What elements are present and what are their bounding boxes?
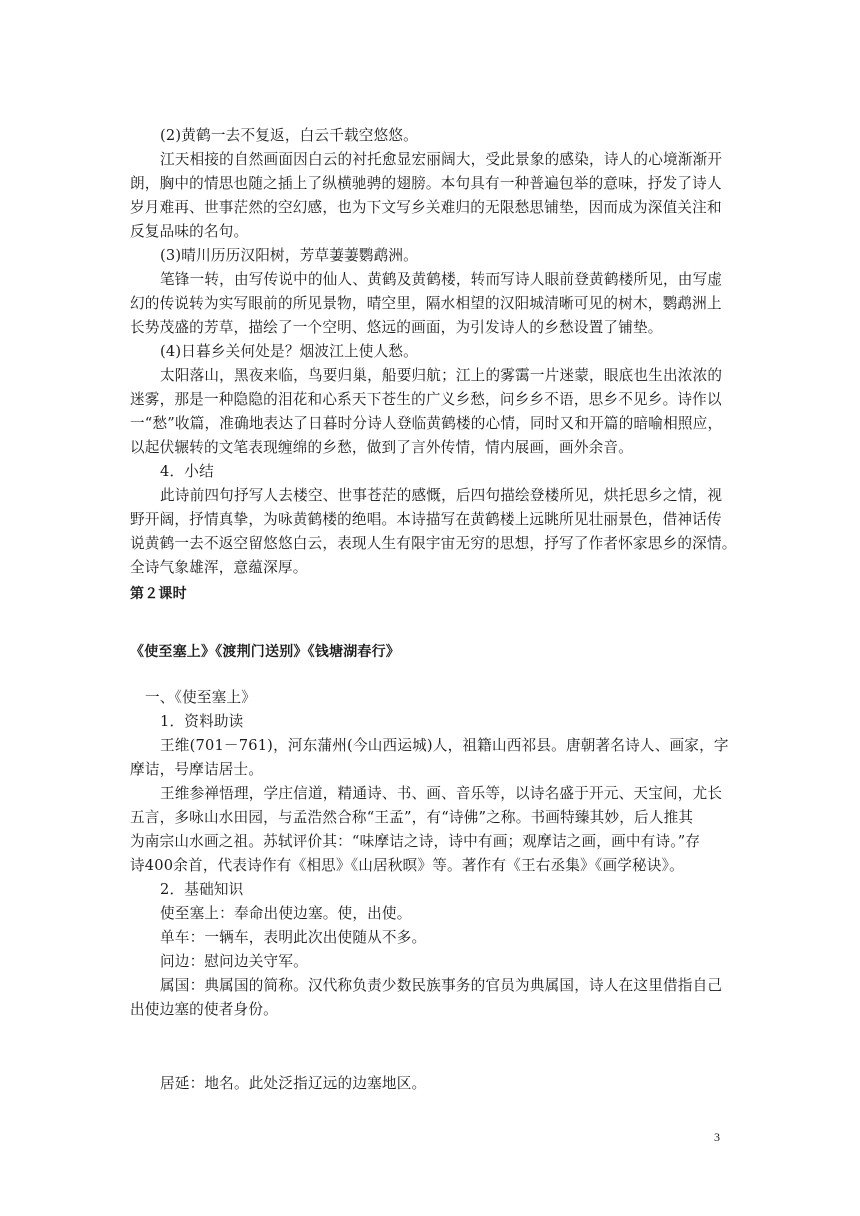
paragraph-line: 反复品味的名句。 bbox=[130, 223, 249, 240]
subsection-heading: 2．基础知识 bbox=[160, 881, 244, 898]
paragraph-line: 江天相接的自然画面因白云的衬托愈显宏丽阔大，受此景象的感染，诗人的心境渐渐开 bbox=[160, 151, 723, 168]
paragraph-line: 王维(701－761)，河东蒲州(今山西运城)人，祖籍山西祁县。唐朝著名诗人、画家，字 bbox=[160, 737, 729, 754]
paragraph-line: 朗，胸中的情思也随之插上了纵横驰骋的翅膀。本句具有一种普遍包举的意味，抒发了诗人 bbox=[130, 175, 722, 192]
paragraph-line: 迷雾，那是一种隐隐的泪花和心系天下苍生的广义乡愁，问乡乡不语，思乡不见乡。诗作以 bbox=[130, 391, 722, 408]
paragraph-line: 野开阔，抒情真挚，为咏黄鹤楼的绝唱。本诗描写在黄鹤楼上远眺所见壮丽景色，借神话传 bbox=[130, 511, 722, 528]
paragraph-line: 岁月难再、世事茫然的空幻感，也为下文写乡关难归的无限愁思铺垫，因而成为深值关注和 bbox=[130, 199, 722, 216]
paragraph-line: 一“愁”收篇，准确地表达了日暮时分诗人登临黄鹤楼的心情，同时又和开篇的暗喻相照应， bbox=[130, 415, 723, 432]
paragraph-line: 诗400余首，代表诗作有《相思》《山居秋暝》等。著作有《王右丞集》《画学秘诀》。 bbox=[130, 857, 684, 874]
poem-line-4: (4)日暮乡关何处是？烟波江上使人愁。 bbox=[160, 343, 418, 360]
poem-titles-heading: 《使至塞上》《渡荆门送别》《钱塘湖春行》 bbox=[130, 644, 400, 660]
section-heading: 4．小结 bbox=[160, 463, 214, 480]
poem-line-3: (3)晴川历历汉阳树，芳草萋萋鹦鹉洲。 bbox=[160, 247, 418, 264]
paragraph-line: 王维参禅悟理，学庄信道，精通诗、书、画、音乐等，以诗名盛于开元、天宝间，尤长 bbox=[160, 785, 723, 802]
paragraph-line: 以起伏辗转的文笔表现缠绵的乡愁，做到了言外传情，情内展画，画外余音。 bbox=[130, 439, 633, 456]
section-heading: 一、《使至塞上》 bbox=[145, 689, 257, 706]
glossary-entry: 单车：一辆车，表明此次出使随从不多。 bbox=[160, 929, 427, 946]
glossary-entry: 问边：慰问边关守军。 bbox=[160, 953, 308, 970]
page-number: 3 bbox=[714, 1130, 720, 1144]
paragraph-line: 摩诘，号摩诘居士。 bbox=[130, 761, 264, 778]
paragraph-line: 幻的传说转为实写眼前的所见景物，晴空里，隔水相望的汉阳城清晰可见的树木，鹦鹉洲上 bbox=[130, 295, 722, 312]
paragraph-line: 说黄鹤一去不返空留悠悠白云，表现人生有限宇宙无穷的思想，抒写了作者怀家思乡的深情。 bbox=[130, 535, 737, 552]
poem-line-2: (2)黄鹤一去不复返，白云千载空悠悠。 bbox=[160, 127, 418, 144]
paragraph-line: 全诗气象雄浑，意蕴深厚。 bbox=[130, 559, 308, 576]
paragraph-line: 此诗前四句抒写人去楼空、世事苍茫的感慨，后四句描绘登楼所见，烘托思乡之情，视 bbox=[160, 487, 723, 504]
paragraph-line: 出使边塞的使者身份。 bbox=[130, 1001, 278, 1018]
lesson-heading: 第２课时 bbox=[130, 586, 187, 602]
glossary-entry: 使至塞上：奉命出使边塞。使，出使。 bbox=[160, 905, 412, 922]
paragraph-line: 笔锋一转，由写传说中的仙人、黄鹤及黄鹤楼，转而写诗人眼前登黄鹤楼所见，由写虚 bbox=[160, 271, 723, 288]
subsection-heading: 1．资料助读 bbox=[160, 713, 244, 730]
glossary-entry: 属国：典属国的简称。汉代称负责少数民族事务的官员为典属国，诗人在这里借指自己 bbox=[160, 977, 723, 994]
paragraph-line: 五言，多咏山水田园，与孟浩然合称“王孟”，有“诗佛”之称。书画特臻其妙，后人推其 bbox=[130, 809, 694, 826]
paragraph-line: 长势茂盛的芳草，描绘了一个空明、悠远的画面，为引发诗人的乡愁设置了铺垫。 bbox=[130, 319, 663, 336]
paragraph-line: 为南宗山水画之祖。苏轼评价其：“味摩诘之诗，诗中有画；观摩诘之画，画中有诗。”存 bbox=[130, 833, 701, 850]
glossary-entry: 居延：地名。此处泛指辽远的边塞地区。 bbox=[160, 1075, 427, 1092]
paragraph-line: 太阳落山，黑夜来临，鸟要归巢，船要归航；江上的雾霭一片迷蒙，眼底也生出浓浓的 bbox=[160, 367, 723, 384]
